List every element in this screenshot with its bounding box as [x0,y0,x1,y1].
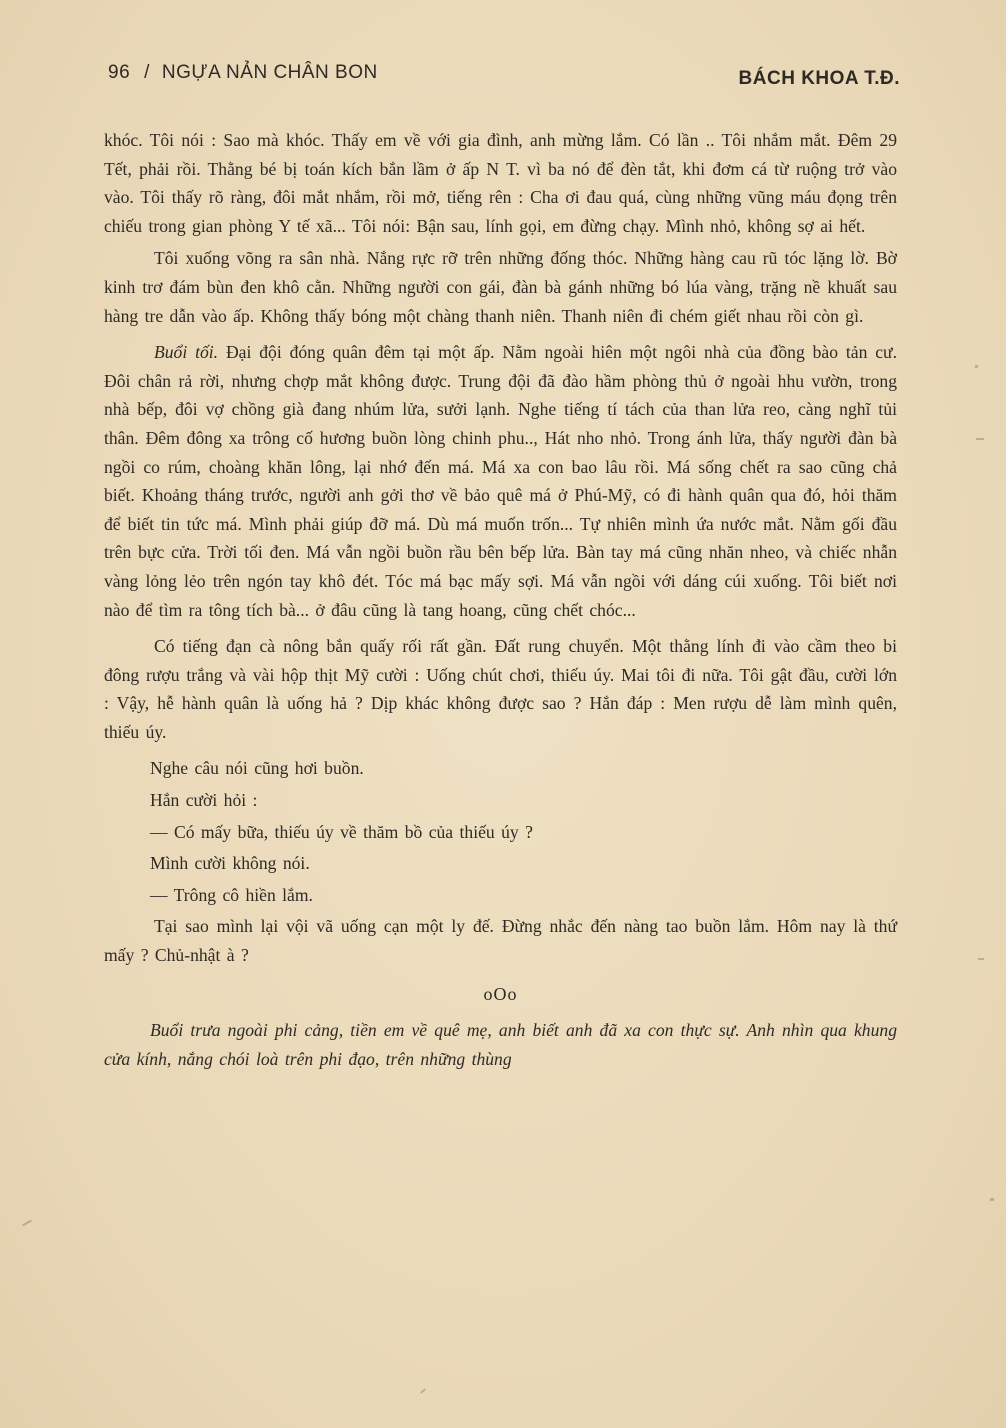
book-title: NGỰA NẢN CHÂN BON [161,62,378,83]
paper-speck [978,958,984,960]
paragraph: Tôi xuống võng ra sân nhà. Nắng rực rỡ trên những đống thóc. Những hàng cau rũ tóc lặng lờ. Bờ kinh trơ đám bùn đen khô cằn. Những người con gái, đàn bà gánh những bó lúa vàng, trặng nề khuất sau hàng tre dẫn vào ấp. Không thấy bóng một chàng thanh niên. Thanh niên đi chém giết nhau rồi còn gì. [104,248,897,326]
header-left [108,62,378,84]
section-separator: oOo [483,983,518,1004]
paragraph: Có tiếng đạn cà nông bắn quấy rối rất gần. Đất rung chuyển. Một thằng lính đi vào cầm theo bi đông rượu trắng và vài hộp thịt Mỹ cười : Uống chút chơi, thiếu úy. Mai tôi đi nữa. Tôi gật đầu, cười lớn : Vậy, hễ hành quân là uống hả ? Dịp khác không được sao ? Hắn đáp : Men rượu dễ làm mình quên, thiếu úy. [104,636,897,742]
paragraph: Buổi trưa ngoài phi cảng, tiền em về quê mẹ, anh biết anh đã xa con thực sự. Anh nhìn qua khung cửa kính, nắng chói loà trên phi đạo, trên những thùng [104,1020,897,1069]
paper-speck [976,438,984,440]
paragraph [104,338,897,624]
paragraph-lead: Buổi tối. [154,342,219,363]
paper-speck [420,1388,426,1393]
paragraph: Nghe câu nói cũng hơi buồn. [150,758,364,779]
paragraph: Mình cười không nói. [150,853,310,874]
paper-speck [975,365,978,368]
header-separator: / [144,62,150,83]
paragraph-body: Đại đội đóng quân đêm tại một ấp. Nằm ngoài hiên một ngôi nhà của đồng bào tản cư. Đôi chân rả rời, nhưng chợp mắt không được. Trung đội đã đào hầm phòng thủ ở ngoài hhu vườn, trong nhà bếp, đôi vợ chồng già đang nhúm lửa, sưởi lạnh. Nghe tiếng tí tách của than lửa reo, càng nghĩ tủi thân. Đêm đông xa trông cố hương buồn lòng chinh phu.., Hát nho nhỏ. Trong ánh lửa, thấy người đàn bà ngồi co rúm, choàng khăn lông, lại nhớ đến má. Má xa con bao lâu rồi. Má sống chết ra sao cũng chả biết. Khoảng tháng trước, người anh gởi thơ về bảo quê má ở Phú-Mỹ, có đi hành quân qua đó, hỏi thăm để biết tin tức má. Mình phải giúp đỡ má. Dù má muốn trốn... Tự nhiên mình ứa nước mắt. Nằm gối đầu trên bực cửa. Trời tối đen. Má vẫn ngồi buồn rầu bên bếp lửa. Bàn tay má cũng nhăn nheo, và chiếc nhẫn vàng lỏng lẻo trên ngón tay khô đét. Tóc má bạc mấy sợi. Má vẫn ngồi với dáng cúi xuống. Tôi biết nơi nào để tìm ra tông tích bà... ở đâu cũng là tang hoang, cũng chết chóc... [104,342,897,620]
dialogue-line: — Có mấy bữa, thiếu úy về thăm bồ của thiếu úy ? [150,821,533,842]
paragraph: khóc. Tôi nói : Sao mà khóc. Thấy em về với gia đình, anh mừng lắm. Có lần .. Tôi nhắm mắt. Đêm 29 Tết, phải rồi. Thằng bé bị toán kích bắn lầm ở ấp N T. vì ba nó để đèn tắt, khi đơm cá từ ruộng trở vào vào. Tôi thấy rõ ràng, đôi mắt nhắm, rồi mở, tiếng rên : Cha ơi đau quá, cùng những vũng máu đọng trên chiếu trong gian phòng Y tế xã... Tôi nói: Bận sau, lính gọi, em đừng chạy. Mình nhỏ, không sợ ai hết. [104,130,897,236]
dialogue-line: — Trông cô hiền lắm. [150,884,313,905]
body-text [104,126,897,1081]
paper-speck [22,1220,32,1227]
paragraph: Hắn cười hỏi : [150,790,258,811]
page-number: 96 [108,62,131,83]
paper-speck [990,1198,994,1201]
paragraph: Tại sao mình lại vội vã uống cạn một ly đế. Đừng nhắc đến nàng tao buồn lắm. Hôm nay là thứ mấy ? Chủ-nhật à ? [104,916,897,966]
publication-name: BÁCH KHOA T.Đ. [738,68,900,89]
page-header [108,62,900,92]
